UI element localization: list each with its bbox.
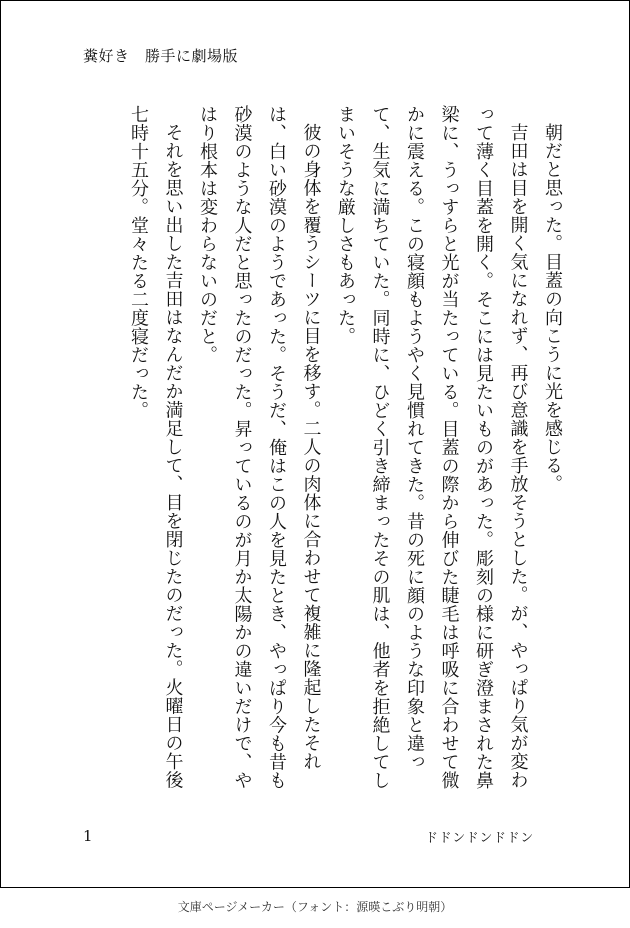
sound-effect-caption: ドドンドンドドン bbox=[425, 831, 534, 846]
paragraph: 朝だと思った。目蓋の向こうに光を感じる。 bbox=[542, 123, 563, 493]
paragraph: それを思い出した吉田はなんだか満足して、目を閉じたのだった。火曜日の午後七時十五分。堂々たる二度寝だった。 bbox=[128, 105, 184, 789]
paragraph: 彼の身体を覆うシーツに目を移す。二人の肉体に合わせて複雑に隆起したそれは、白い砂漠のようであった。そうだ、俺はこの人を見たとき、やっぱり今も昔も砂漠のような人だと思ったのだった。昇っているのが月か太陽かの違いだけで、やはり根本は変わらないのだと。 bbox=[197, 105, 322, 790]
tool-credit: 文庫ページメーカー（フォント：源暎こぶり明朝） bbox=[177, 900, 453, 914]
page-header-title: 糞好き 勝手に劇場版 bbox=[83, 47, 239, 65]
page-number: 1 bbox=[83, 827, 93, 845]
vertical-body-text bbox=[109, 105, 569, 805]
paragraph: 吉田は目を開く気になれず、再び意識を手放そうとした。が、やっぱり気が変わって薄く目蓋を開く。そこには見たいものがあった。彫刻の様に研ぎ澄まされた鼻梁に、うっすらと光が当たっている。目蓋の際から伸びた睫毛は呼吸に合わせて微かに震える。この寝顔もようやく見慣れてきた。昔の死に顔のような印象と違って、生気に満ちていた。同時に、ひどく引き締まったその肌は、他者を拒絶してしまいそうな厳しさもあった。 bbox=[335, 105, 529, 790]
